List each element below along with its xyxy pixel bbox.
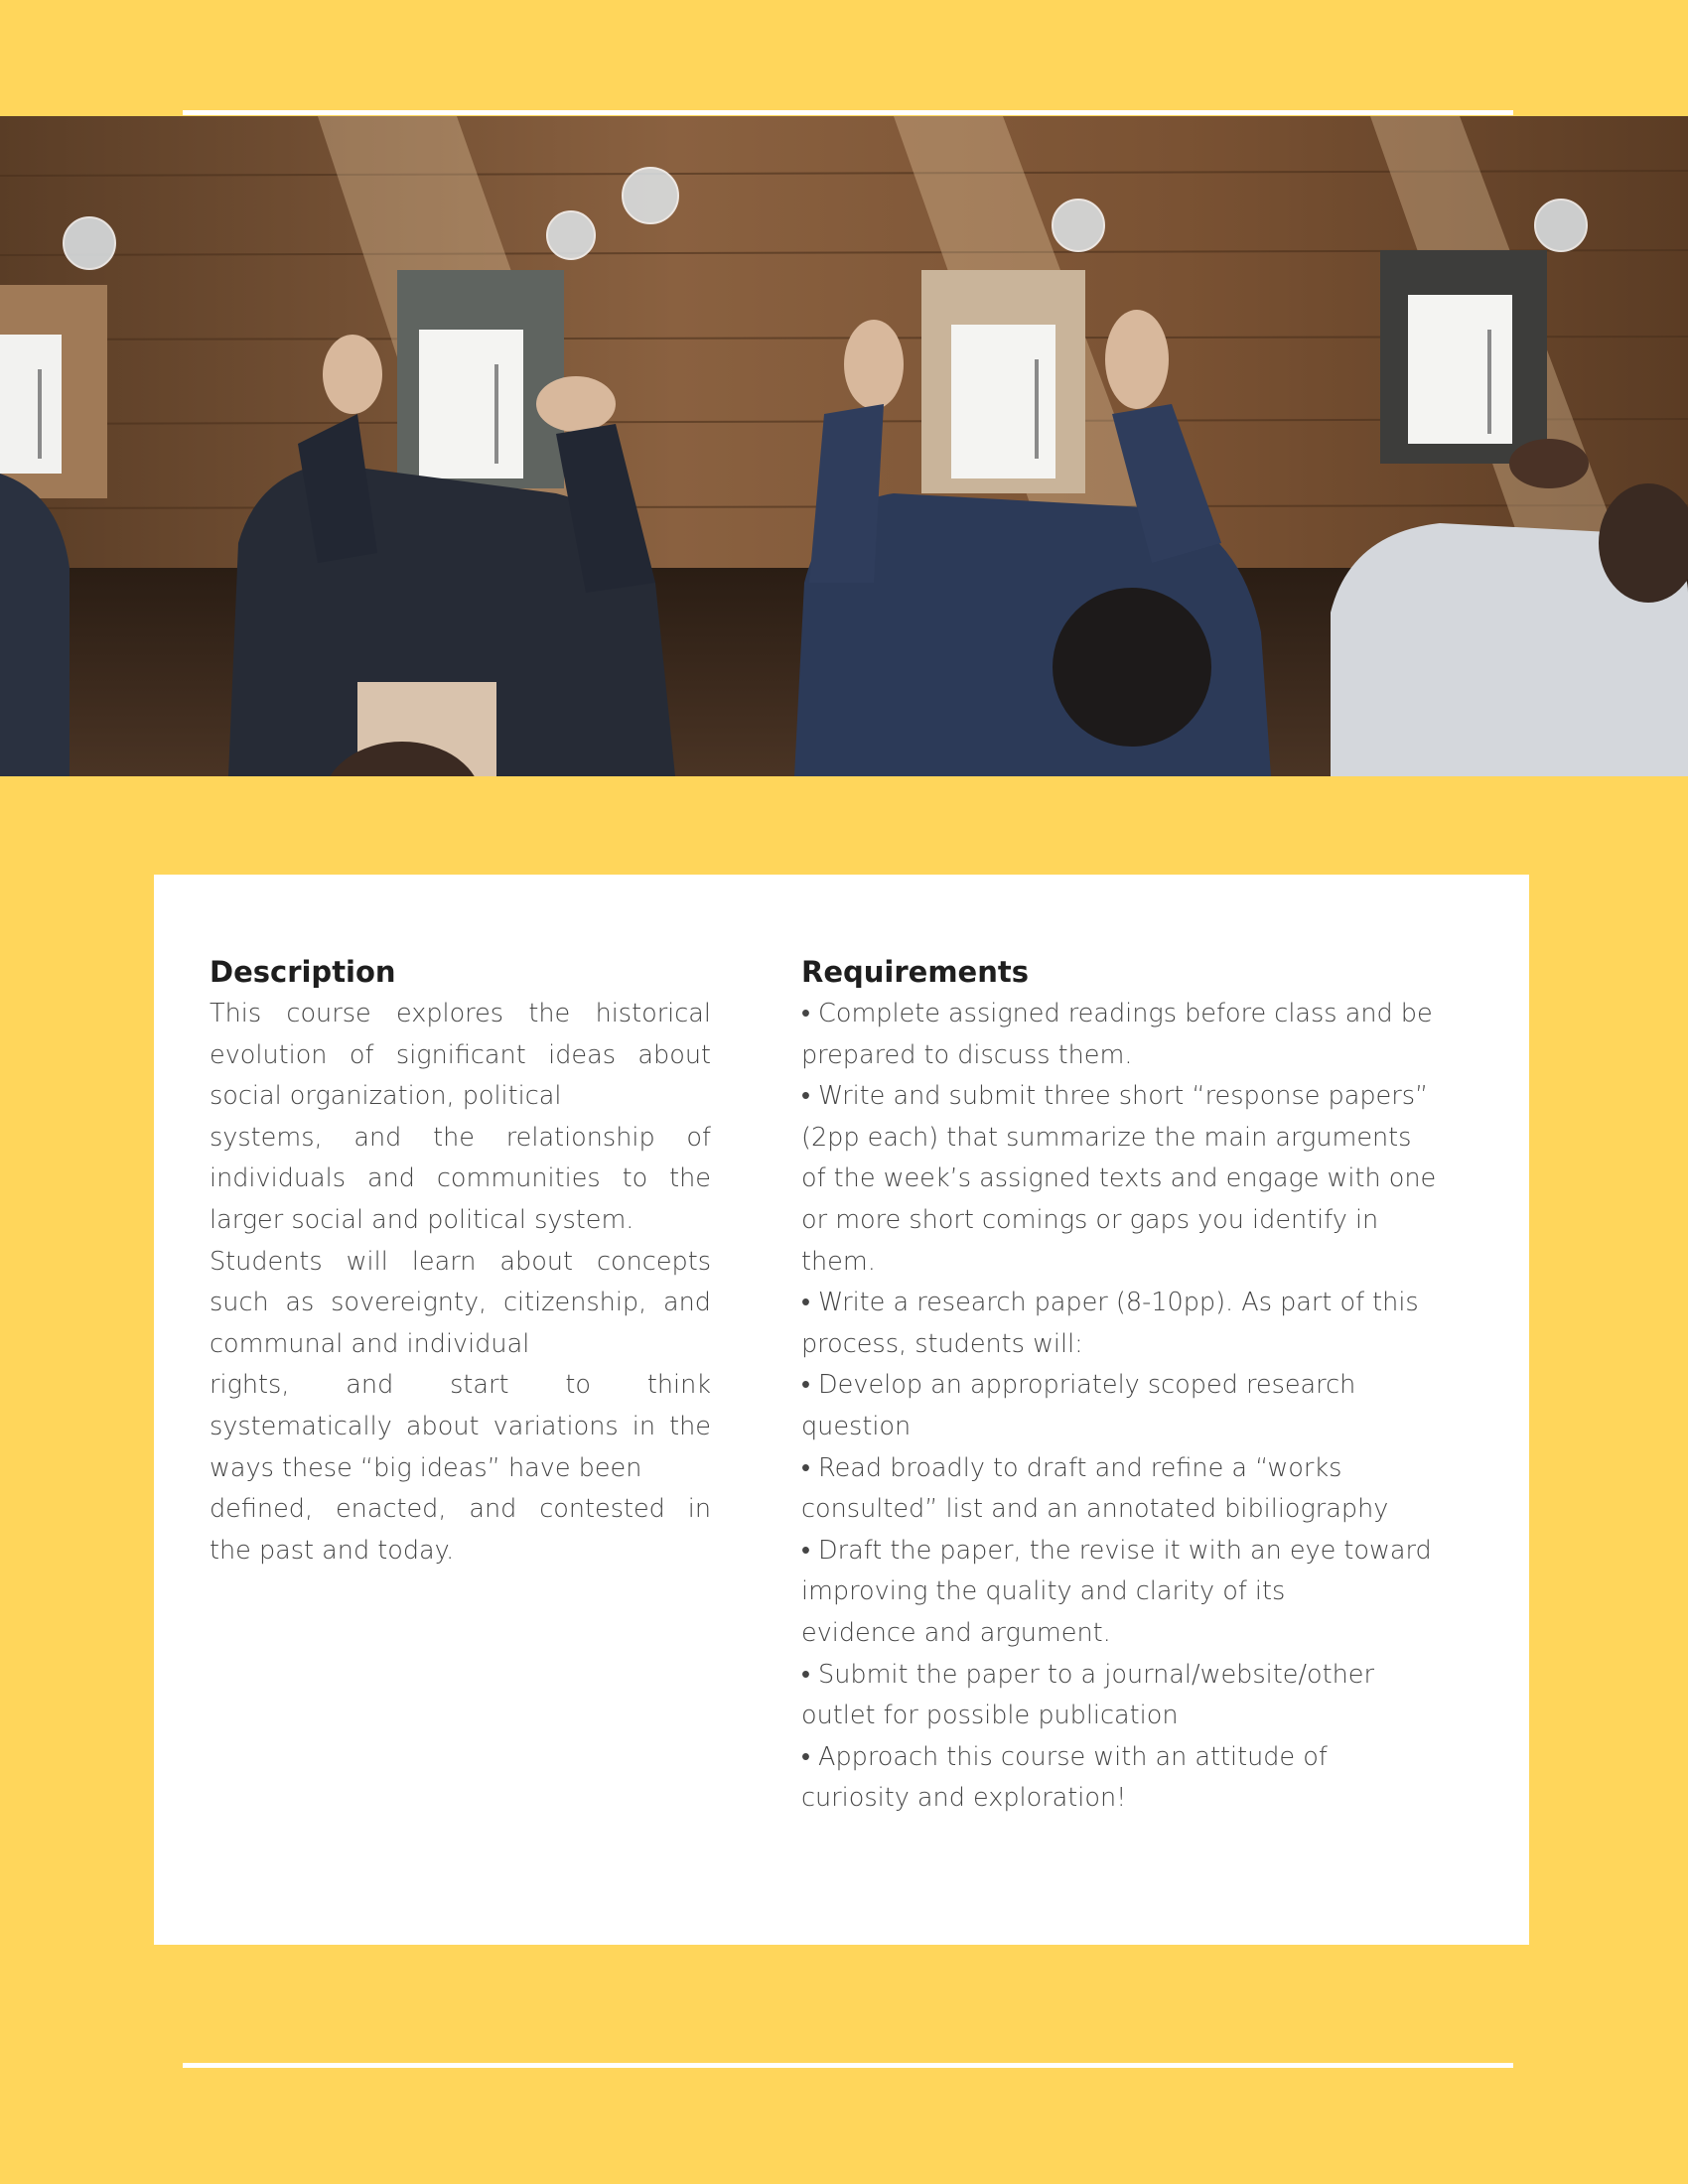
description-line: systems, and the relationship of bbox=[210, 1122, 711, 1153]
requirements-list bbox=[801, 994, 1477, 1820]
requirement-line: curiosity and exploration! bbox=[801, 1783, 1127, 1814]
description-line: social organization, political bbox=[210, 1081, 562, 1112]
meeting-table-photo-icon bbox=[0, 116, 1688, 776]
requirement-line: prepared to discuss them. bbox=[801, 1039, 1133, 1070]
bottom-divider bbox=[183, 2063, 1513, 2068]
requirement-item bbox=[801, 1076, 1477, 1283]
requirement-line: process, students will: bbox=[801, 1328, 1083, 1359]
description-heading: Description bbox=[210, 955, 396, 989]
requirement-item bbox=[801, 1448, 1477, 1531]
description-line: systematically about variations in the bbox=[210, 1411, 711, 1441]
requirements-section bbox=[801, 950, 1477, 1820]
description-section bbox=[210, 950, 711, 1571]
description-line: such as sovereignty, citizenship, and bbox=[210, 1288, 711, 1318]
description-line: This course explores the historical bbox=[210, 999, 711, 1028]
requirement-line: evidence and argument. bbox=[801, 1617, 1111, 1648]
requirement-line: • Write and submit three short “response papers” bbox=[801, 1081, 1429, 1112]
requirements-heading: Requirements bbox=[801, 955, 1029, 989]
course-info-card bbox=[154, 875, 1529, 1945]
requirement-item bbox=[801, 994, 1477, 1076]
requirement-line: or more short comings or gaps you identify in bbox=[801, 1204, 1379, 1235]
requirement-line: consulted” list and an annotated bibiliography bbox=[801, 1494, 1389, 1525]
description-line: communal and individual bbox=[210, 1328, 530, 1359]
description-line: defined, enacted, and contested in bbox=[210, 1494, 711, 1525]
requirement-line: • Read broadly to draft and refine a “works bbox=[801, 1452, 1342, 1483]
description-line: rights, and start to think bbox=[210, 1370, 711, 1401]
description-line: the past and today. bbox=[210, 1535, 455, 1566]
requirement-line: improving the quality and clarity of its bbox=[801, 1576, 1286, 1607]
meeting-photo bbox=[0, 116, 1688, 776]
requirement-line: • Submit the paper to a journal/website/other bbox=[801, 1659, 1374, 1690]
description-line: evolution of significant ideas about bbox=[210, 1039, 711, 1070]
requirement-item bbox=[801, 1655, 1477, 1737]
requirement-line: outlet for possible publication bbox=[801, 1701, 1179, 1731]
requirement-line: • Develop an appropriately scoped research bbox=[801, 1370, 1356, 1401]
description-line: ways these “big ideas” have been bbox=[210, 1452, 642, 1483]
description-line: Students will learn about concepts bbox=[210, 1246, 711, 1277]
requirement-line: (2pp each) that summarize the main arguments bbox=[801, 1122, 1412, 1153]
requirement-line: • Draft the paper, the revise it with an eye toward bbox=[801, 1535, 1432, 1566]
requirement-line: • Write a research paper (8-10pp). As part of this bbox=[801, 1288, 1419, 1318]
requirement-item bbox=[801, 1283, 1477, 1365]
requirement-line: • Approach this course with an attitude of bbox=[801, 1741, 1328, 1772]
requirement-line: them. bbox=[801, 1246, 876, 1277]
requirement-item bbox=[801, 1531, 1477, 1655]
description-line: larger social and political system. bbox=[210, 1204, 634, 1235]
requirement-line: • Complete assigned readings before class and be bbox=[801, 999, 1433, 1028]
requirement-line: question bbox=[801, 1411, 912, 1441]
requirement-line: of the week’s assigned texts and engage with one bbox=[801, 1163, 1437, 1194]
requirement-item bbox=[801, 1737, 1477, 1820]
top-divider bbox=[183, 110, 1513, 115]
requirement-item bbox=[801, 1365, 1477, 1447]
description-text bbox=[210, 994, 711, 1571]
description-line: individuals and communities to the bbox=[210, 1163, 711, 1194]
